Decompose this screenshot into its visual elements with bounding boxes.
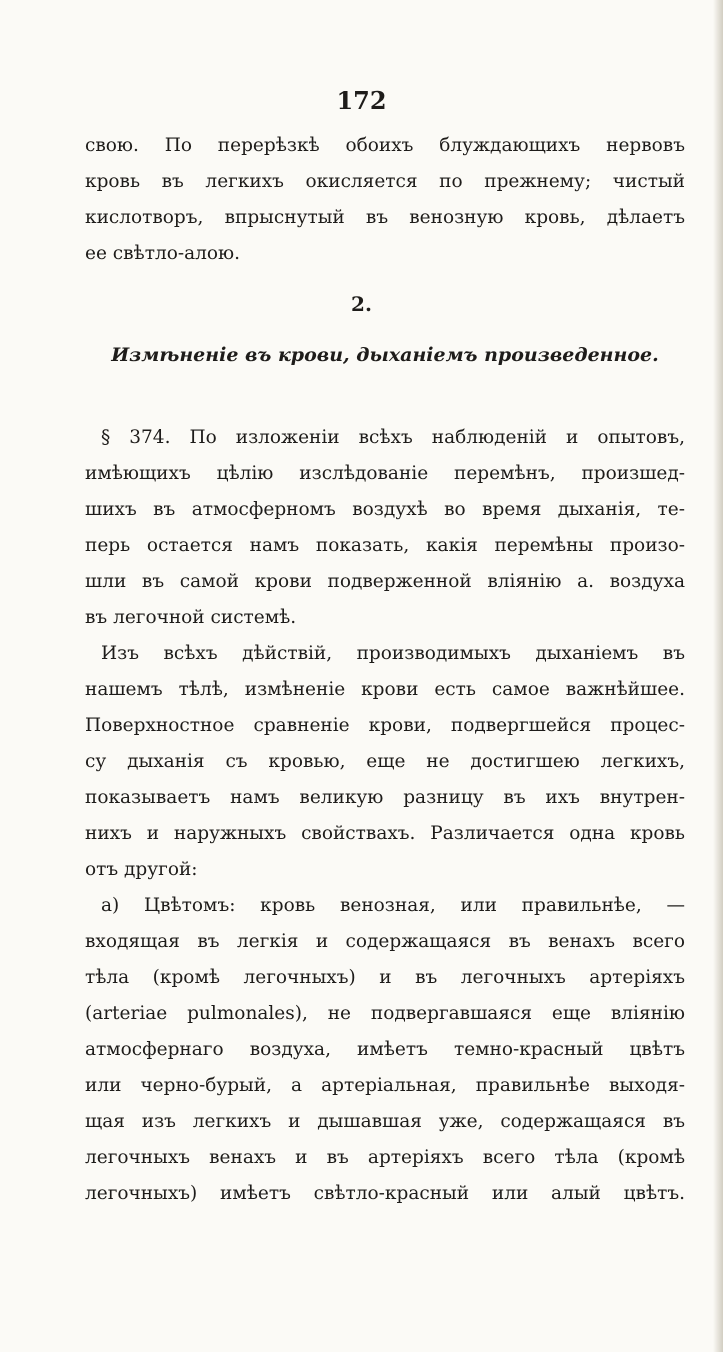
section-title: Измѣненіе въ крови, дыханіемъ произведенное. <box>111 344 659 366</box>
text-line: ее свѣтло-алою. <box>85 243 240 264</box>
text-line: отъ другой: <box>85 859 198 880</box>
text-line: шли въ самой крови подверженной вліянію а. воздуха <box>85 571 685 592</box>
page-number: 172 <box>336 86 387 115</box>
text-line: кровь въ легкихъ окисляется по прежнему; чистый <box>85 171 685 192</box>
text-line: въ легочной системѣ. <box>85 607 297 628</box>
text-line: § 374. По изложеніи всѣхъ наблюденій и опытовъ, <box>101 427 685 448</box>
text-line: нашемъ тѣлѣ, измѣненіе крови есть самое важнѣйшее. <box>85 679 685 700</box>
text-line: а) Цвѣтомъ: кровь венозная, или правильнѣе, — <box>101 895 685 916</box>
text-line: Изъ всѣхъ дѣйствій, производимыхъ дыханіемъ въ <box>101 643 685 664</box>
text-line: перь остается намъ показать, какія перемѣны произо- <box>85 535 685 556</box>
text-line: щая изъ легкихъ и дышавшая уже, содержащаяся въ <box>85 1111 685 1132</box>
text-line: легочныхъ венахъ и въ артеріяхъ всего тѣла (кромѣ <box>85 1147 685 1168</box>
paragraph-effects <box>85 636 685 888</box>
section-number: 2. <box>351 292 372 316</box>
text-line: легочныхъ) имѣетъ свѣтло-красный или алый цвѣтъ. <box>85 1183 685 1204</box>
text-line: показываетъ намъ великую разницу въ ихъ внутрен- <box>85 787 685 808</box>
paragraph-colour <box>85 888 685 1212</box>
text-line: или черно-бурый, а артеріальная, правильнѣе выходя- <box>85 1075 685 1096</box>
text-line: имѣющихъ цѣлію изслѣдованіе перемѣнъ, произшед- <box>85 463 685 484</box>
page-edge-shadow <box>713 0 723 1352</box>
text-line: кислотворъ, впрыснутый въ венозную кровь, дѣлаетъ <box>85 207 685 228</box>
paragraph-374 <box>85 420 685 636</box>
text-line: тѣла (кромѣ легочныхъ) и въ легочныхъ артеріяхъ <box>85 967 685 988</box>
text-line: шихъ въ атмосферномъ воздухѣ во время дыханія, те- <box>85 499 685 520</box>
intro-paragraph <box>85 128 685 272</box>
text-line: Поверхностное сравненіе крови, подвергшейся процес- <box>85 715 685 736</box>
text-line: (arteriae pulmonales), не подвергавшаяся еще вліянію <box>85 1003 685 1024</box>
text-line: нихъ и наружныхъ свойствахъ. Различается одна кровь <box>85 823 685 844</box>
text-line: входящая въ легкія и содержащаяся въ венахъ всего <box>85 931 685 952</box>
text-line: су дыханія съ кровью, еще не достигшею легкихъ, <box>85 751 685 772</box>
text-line: атмосфернаго воздуха, имѣетъ темно-красный цвѣтъ <box>85 1039 685 1060</box>
text-line: свою. По перерѣзкѣ обоихъ блуждающихъ нервовъ <box>85 135 685 156</box>
